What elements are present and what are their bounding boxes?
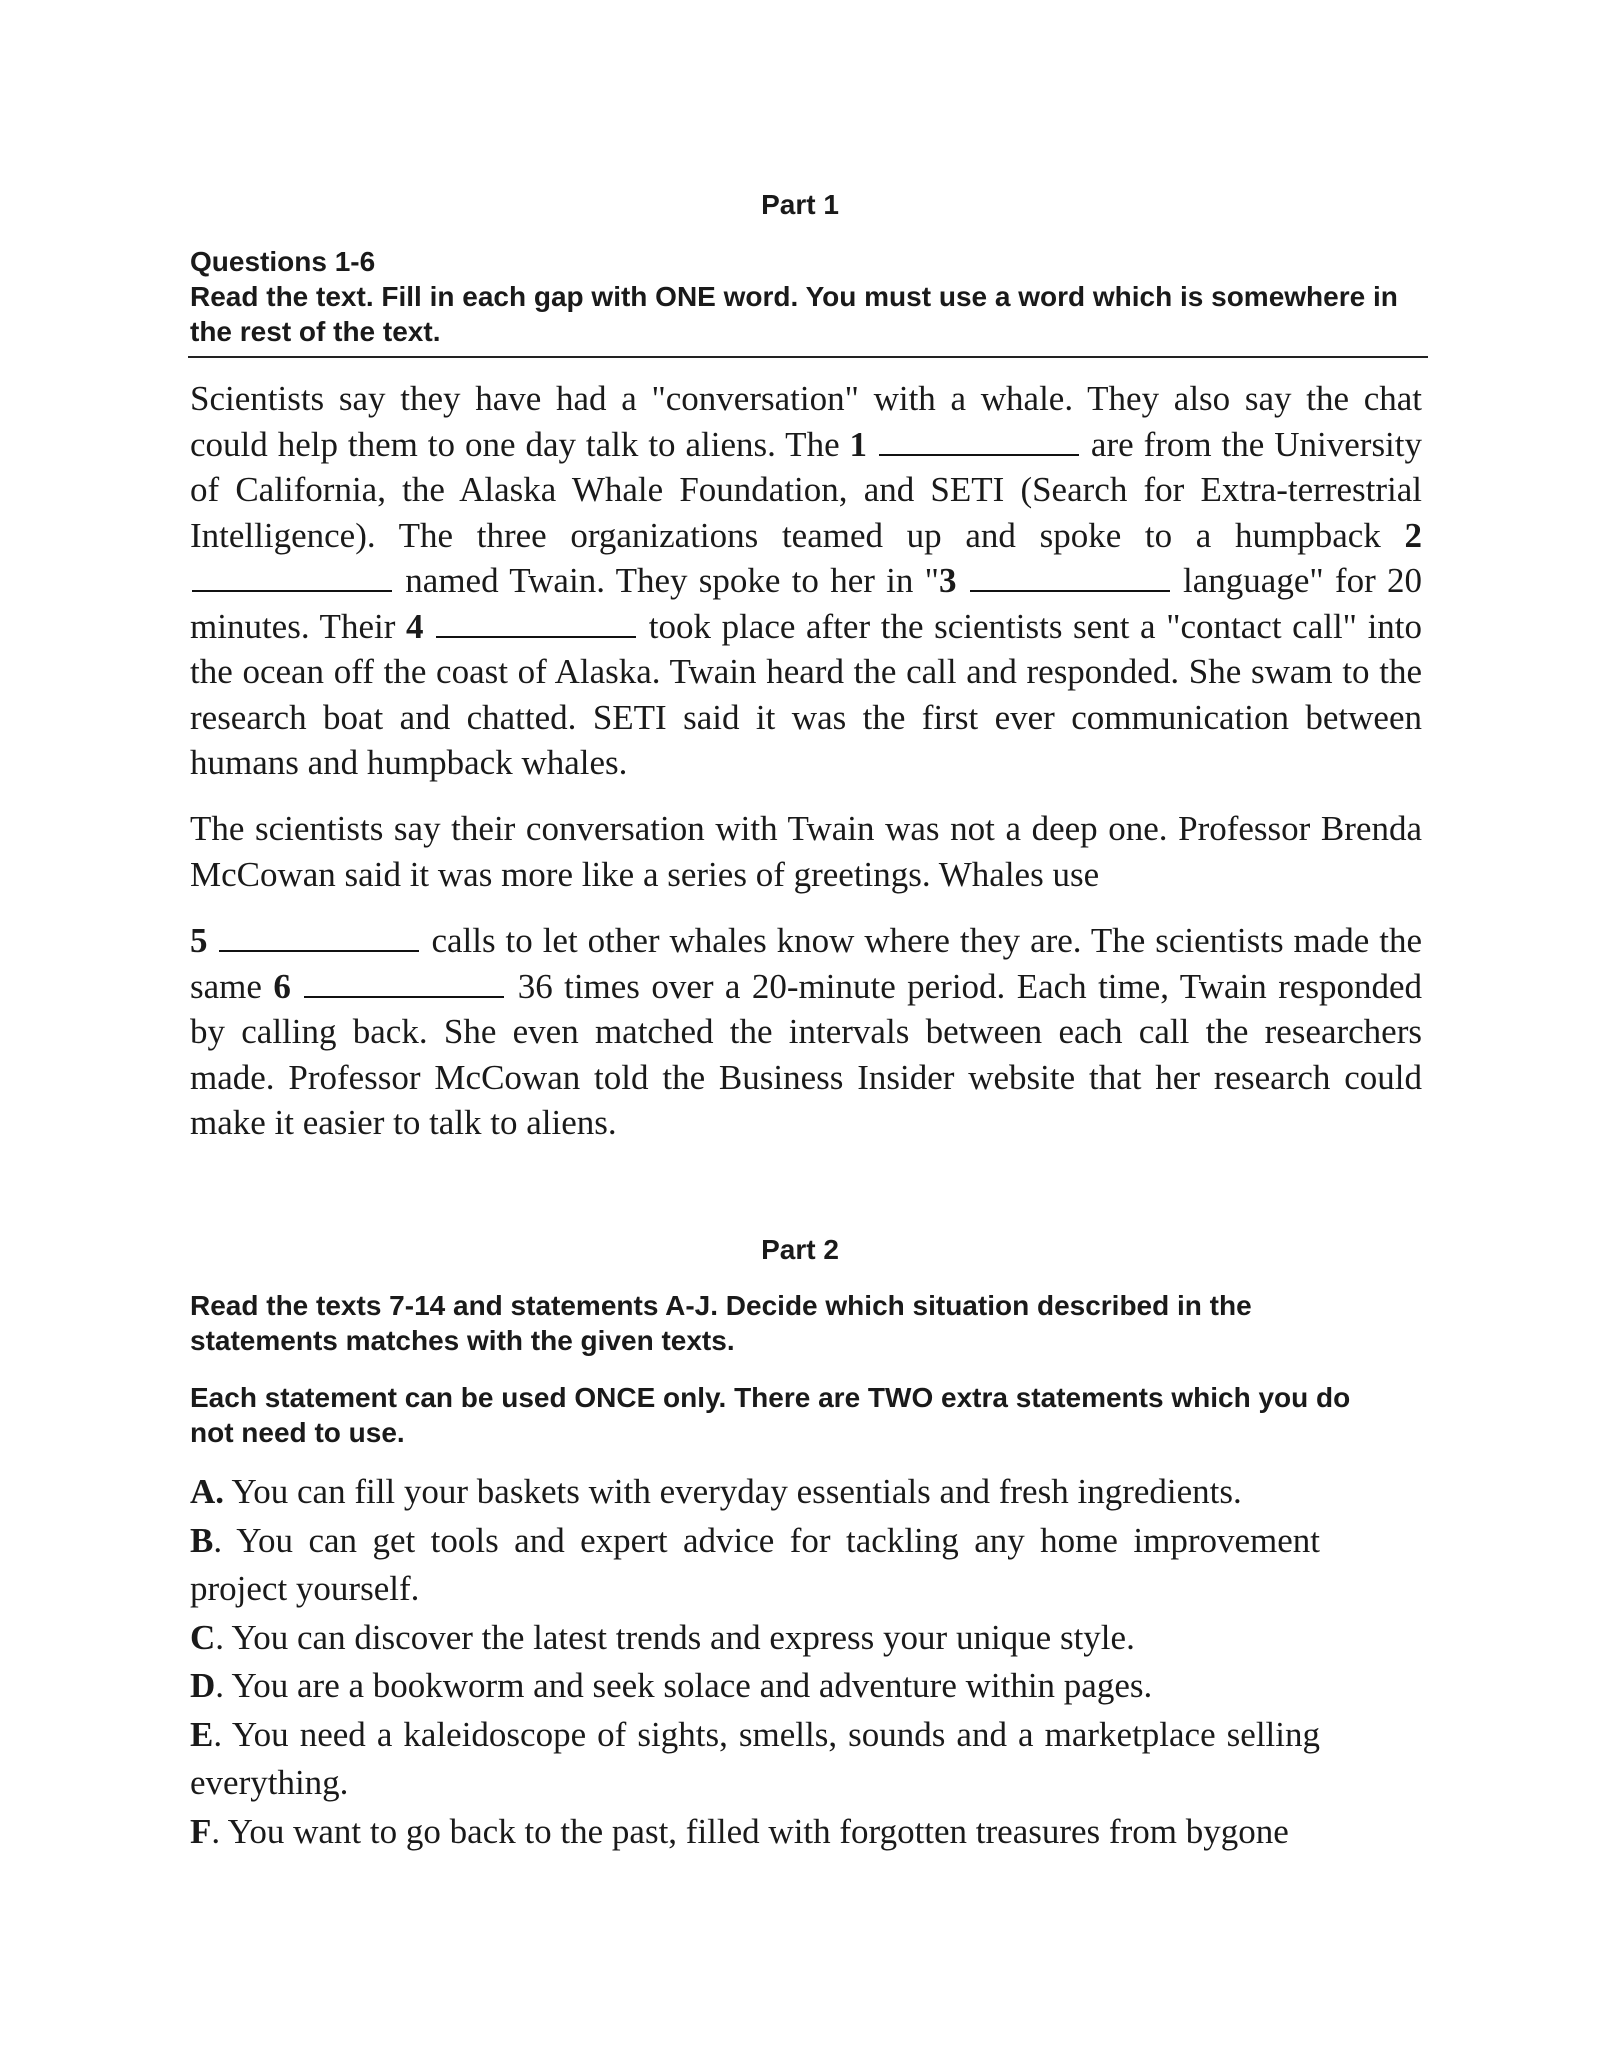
questions-label: Questions 1-6 bbox=[190, 246, 376, 277]
statement-letter: C bbox=[190, 1617, 216, 1657]
statement-text: . You can get tools and expert advice for tackling any home improvement project yourself. bbox=[190, 1520, 1320, 1608]
statement-a bbox=[190, 1468, 1320, 1517]
statement-text: . You want to go back to the past, filled with forgotten treasures from bygone bbox=[211, 1811, 1289, 1851]
passage-text: are from the University of California, the Alaska Whale Foundation, and SETI (Search for Extra-terrestrial Intelligence). The three organizations teamed up and spoke to a humpback bbox=[190, 424, 1423, 555]
statement-letter: F bbox=[190, 1811, 212, 1851]
statements-list bbox=[190, 1468, 1320, 1856]
passage-paragraph-1 bbox=[190, 376, 1422, 786]
gap-blank-2[interactable] bbox=[192, 564, 392, 592]
part2-instruction-2: Each statement can be used ONCE only. There are TWO extra statements which you do not need to use. bbox=[190, 1382, 1351, 1448]
statement-b bbox=[190, 1517, 1320, 1614]
gap-number-4: 4 bbox=[405, 606, 424, 646]
statement-text: You can fill your baskets with everyday essentials and fresh ingredients. bbox=[224, 1472, 1242, 1511]
statement-letter: D bbox=[190, 1666, 216, 1705]
gap-blank-4[interactable] bbox=[436, 610, 636, 638]
gap-number-2: 2 bbox=[1404, 515, 1423, 555]
gap-blank-3[interactable] bbox=[970, 564, 1170, 592]
passage-text: took place after the scientists sent a "contact call" into the ocean off the coast of Alaska. Twain heard the call and responded. She swam to the research boat and chatted. SETI said it was the first ever communication between humans and humpback whales. bbox=[190, 606, 1423, 782]
gap-number-3: 3 bbox=[938, 561, 957, 600]
gap-blank-5[interactable] bbox=[219, 924, 419, 952]
part1-heading: Part 1 bbox=[761, 189, 839, 220]
part2-heading: Part 2 bbox=[761, 1234, 839, 1265]
gap-blank-1[interactable] bbox=[879, 428, 1079, 456]
statement-c bbox=[190, 1614, 1320, 1663]
passage-text: 36 times over a 20-minute period. Each time, Twain responded by calling back. She even matched the intervals between each call the researchers made. Professor McCowan told the Business Insider website that her research could make it easier to talk to aliens. bbox=[190, 966, 1423, 1142]
statement-letter: A. bbox=[190, 1472, 225, 1511]
passage-text: language" for 20 minutes. Their bbox=[190, 561, 1423, 646]
part1-instructions bbox=[190, 244, 1420, 349]
statement-letter: E bbox=[190, 1714, 214, 1754]
statement-letter: B bbox=[190, 1520, 214, 1560]
gap-number-5: 5 bbox=[190, 921, 208, 960]
divider-line bbox=[188, 356, 1428, 358]
statement-text: . You need a kaleidoscope of sights, smells, sounds and a marketplace selling everything. bbox=[190, 1714, 1320, 1802]
passage-paragraph-3 bbox=[190, 918, 1422, 1146]
statement-text: . You can discover the latest trends and express your unique style. bbox=[215, 1617, 1135, 1657]
passage-text: calls to let other whales know where they are. The scientists made the same bbox=[190, 921, 1423, 1006]
gap-number-6: 6 bbox=[273, 966, 291, 1006]
gap-blank-6[interactable] bbox=[304, 970, 504, 998]
part1-instruction: Read the text. Fill in each gap with ONE word. You must use a word which is somewhere in the rest of the text. bbox=[190, 281, 1398, 347]
statement-d bbox=[190, 1662, 1320, 1711]
statement-f bbox=[190, 1808, 1320, 1857]
gap-number-1: 1 bbox=[849, 424, 868, 464]
part2-instruction-1: Read the texts 7-14 and statements A-J. Decide which situation described in the statements matches with the given texts. bbox=[190, 1290, 1252, 1356]
passage-text: named Twain. They spoke to her in " bbox=[405, 561, 939, 600]
statement-e bbox=[190, 1711, 1320, 1808]
statement-text: . You are a bookworm and seek solace and adventure within pages. bbox=[215, 1666, 1153, 1705]
passage-paragraph-2: The scientists say their conversation with Twain was not a deep one. Professor Brenda McCowan said it was more like a series of greetings. Whales use bbox=[190, 809, 1422, 894]
passage-text: Scientists say they have had a "conversation" with a whale. They also say the chat could help them to one day talk to aliens. The bbox=[190, 379, 1422, 464]
